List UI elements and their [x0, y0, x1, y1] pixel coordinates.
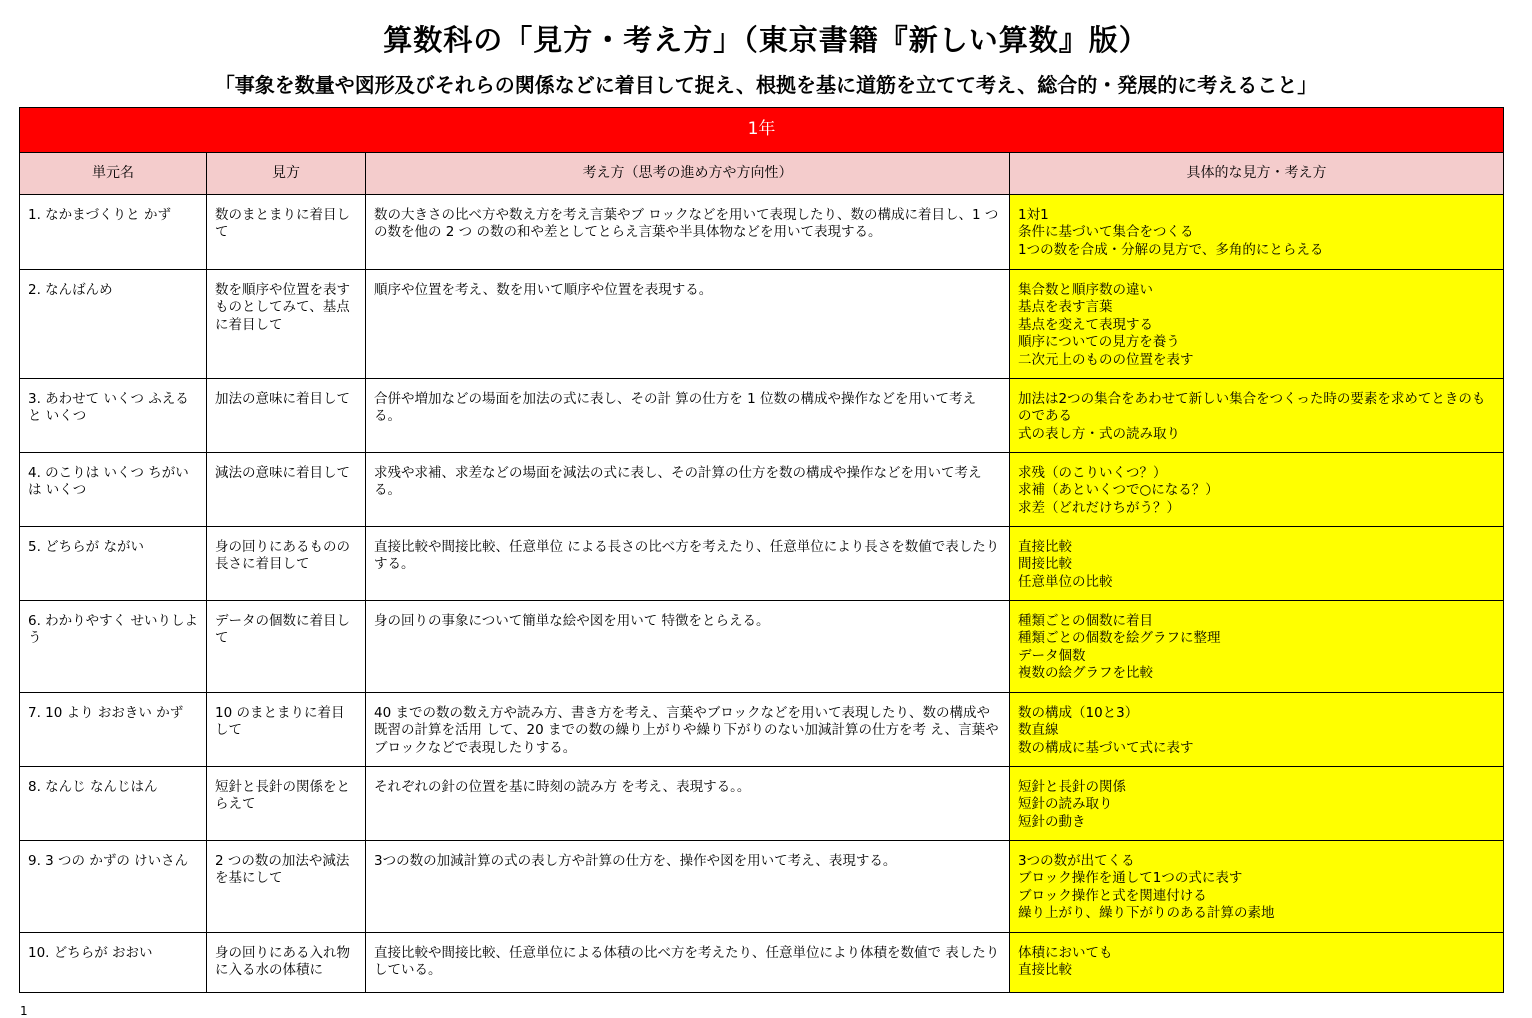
cell-specific	[1010, 601, 1504, 693]
page-number: 1	[20, 1004, 28, 1018]
table-row	[20, 379, 1504, 453]
specific-point: 種類ごとの個数を絵グラフに整理	[1018, 630, 1221, 647]
cell-view: 2 つの数の加法や減法を基にして	[207, 841, 366, 933]
header-row	[20, 153, 1504, 195]
specific-point: 直接比較	[1018, 539, 1072, 555]
cell-view: 10 のまとまりに着目して	[207, 693, 366, 767]
cell-specific	[1010, 693, 1504, 767]
specific-point: ブロック操作と式を関連付ける	[1018, 887, 1207, 904]
cell-view: 数を順序や位置を表すものとしてみて、基点に着目して	[207, 270, 366, 379]
grade-label: 1年	[20, 108, 1504, 153]
specific-point: 間接比較	[1018, 556, 1072, 573]
cell-specific	[1010, 195, 1504, 270]
cell-unit: 6. わかりやすく せいりしよう	[20, 601, 207, 693]
specific-point: 基点を変えて表現する	[1018, 316, 1153, 333]
specific-point: 数の構成に基づいて式に表す	[1018, 739, 1194, 756]
table-row	[20, 527, 1504, 601]
cell-specific	[1010, 453, 1504, 527]
cell-unit: 9. 3 つの かずの けいさん	[20, 841, 207, 933]
cell-unit: 10. どちらが おおい	[20, 933, 207, 993]
specific-point: 繰り上がり、繰り下がりのある計算の素地	[1018, 905, 1275, 922]
cell-thinking: 直接比較や間接比較、任意単位による体積の比べ方を考えたり、任意単位により体積を数値で 表したりしている。	[366, 933, 1010, 993]
cell-specific	[1010, 270, 1504, 379]
specific-point: 条件に基づいて集合をつくる	[1018, 224, 1194, 241]
cell-view: 短針と長針の関係をとらえて	[207, 767, 366, 841]
cell-view: 身の回りにあるものの長さに着目して	[207, 527, 366, 601]
cell-view: 減法の意味に着目して	[207, 453, 366, 527]
cell-thinking: 3つの数の加減計算の式の表し方や計算の仕方を、操作や図を用いて考え、表現する。	[366, 841, 1010, 933]
specific-point: 求補（あといくつで○になる？）	[1018, 482, 1219, 499]
specific-point: 式の表し方・式の読み取り	[1018, 425, 1180, 442]
specific-point: 求差（どれだけちがう？）	[1018, 499, 1180, 516]
cell-specific	[1010, 379, 1504, 453]
cell-view: 数のまとまりに着目して	[207, 195, 366, 270]
viewpoint-table	[19, 107, 1504, 993]
specific-point: 種類ごとの個数に着目	[1018, 613, 1153, 629]
cell-specific	[1010, 767, 1504, 841]
cell-unit: 4. のこりは いくつ ちがいは いくつ	[20, 453, 207, 527]
cell-thinking: 40 までの数の数え方や読み方、書き方を考え、言葉やブロックなどを用いて表現したり、数の構成や既習の計算を活用 して、20 までの数の繰り上がりや繰り下がりのない加減計算の仕方を考 え、言葉やブロックなどで表現したりする。	[366, 693, 1010, 767]
specific-point: 3つの数が出てくる	[1018, 853, 1135, 869]
specific-point: 基点を表す言葉	[1018, 299, 1113, 316]
cell-thinking: 順序や位置を考え、数を用いて順序や位置を表現する。	[366, 270, 1010, 379]
cell-view: 身の回りにある入れ物に入る水の体積に	[207, 933, 366, 993]
specific-point: データ個数	[1018, 647, 1086, 664]
table-row	[20, 453, 1504, 527]
specific-point: 1対1	[1018, 207, 1049, 223]
cell-unit: 1. なかまづくりと かず	[20, 195, 207, 270]
cell-unit: 2. なんばんめ	[20, 270, 207, 379]
specific-point: 1つの数を合成・分解の見方で、多角的にとらえる	[1018, 241, 1324, 258]
specific-point: 短針の読み取り	[1018, 796, 1113, 813]
specific-point: 短針の動き	[1018, 813, 1086, 830]
specific-point: ブロック操作を通して1つの式に表す	[1018, 870, 1243, 887]
specific-point: 体積においても	[1018, 945, 1113, 961]
cell-specific	[1010, 933, 1504, 993]
cell-view: 加法の意味に着目して	[207, 379, 366, 453]
table-row	[20, 933, 1504, 993]
header-unit: 単元名	[20, 153, 207, 195]
cell-thinking: 合併や増加などの場面を加法の式に表し、その計 算の仕方を 1 位数の構成や操作などを用いて考える。	[366, 379, 1010, 453]
table-row	[20, 767, 1504, 841]
cell-thinking: 直接比較や間接比較、任意単位 による長さの比べ方を考えたり、任意単位により長さを数値で表したりする。	[366, 527, 1010, 601]
specific-point: 直接比較	[1018, 962, 1072, 979]
page-subtitle: 「事象を数量や図形及びそれらの関係などに着目して捉え、根拠を基に道筋を立てて考え、総合的・発展的に考えること」	[214, 73, 1318, 97]
cell-thinking: それぞれの針の位置を基に時刻の読み方 を考え、表現する。。	[366, 767, 1010, 841]
cell-unit: 5. どちらが ながい	[20, 527, 207, 601]
specific-point: 任意単位の比較	[1018, 573, 1113, 590]
grade-row	[20, 108, 1504, 153]
specific-point: 加法は2つの集合をあわせて新しい集合をつくった時の要素を求めてときのものである	[1018, 391, 1486, 425]
cell-unit: 3. あわせて いくつ ふえると いくつ	[20, 379, 207, 453]
header-view: 見方	[207, 153, 366, 195]
specific-point: 順序についての見方を養う	[1018, 334, 1180, 351]
specific-point: 複数の絵グラフを比較	[1018, 665, 1153, 682]
page-title: 算数科の「見方・考え方」（東京書籍『新しい算数』版）	[383, 23, 1149, 57]
table-row	[20, 841, 1504, 933]
header-thinking: 考え方（思考の進め方や方向性）	[366, 153, 1010, 195]
specific-point: 数の構成（10と3）	[1018, 705, 1139, 721]
specific-point: 数直線	[1018, 722, 1059, 739]
table-row	[20, 693, 1504, 767]
table-row	[20, 270, 1504, 379]
cell-specific	[1010, 527, 1504, 601]
specific-point: 集合数と順序数の違い	[1018, 282, 1153, 298]
cell-view: データの個数に着目して	[207, 601, 366, 693]
cell-unit: 7. 10 より おおきい かず	[20, 693, 207, 767]
specific-point: 短針と長針の関係	[1018, 779, 1126, 795]
specific-point: 求残（のこりいくつ？）	[1018, 465, 1167, 481]
cell-specific	[1010, 841, 1504, 933]
cell-thinking: 数の大きさの比べ方や数え方を考え言葉やブ ロックなどを用いて表現したり、数の構成に着目し、1 つの数を他の 2 つ の数の和や差としてとらえ言葉や半具体物などを用いて表現する。	[366, 195, 1010, 270]
cell-thinking: 求残や求補、求差などの場面を減法の式に表し、その計算の仕方を数の構成や操作などを用いて考える。	[366, 453, 1010, 527]
cell-unit: 8. なんじ なんじはん	[20, 767, 207, 841]
specific-point: 二次元上のものの位置を表す	[1018, 351, 1194, 368]
table-row	[20, 601, 1504, 693]
table-row	[20, 195, 1504, 270]
cell-thinking: 身の回りの事象について簡単な絵や図を用いて 特徴をとらえる。	[366, 601, 1010, 693]
header-specific: 具体的な見方・考え方	[1010, 153, 1504, 195]
